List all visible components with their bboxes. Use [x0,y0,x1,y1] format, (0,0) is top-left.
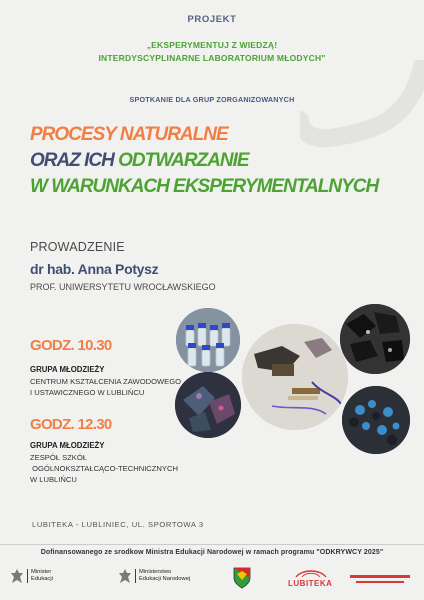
photo-blue-stones [342,386,410,454]
logo-ministerstwo-edukacji [118,566,198,592]
title-line1: PROCESY NATURALNE [30,124,228,145]
logo4-text: LUBITEKA [288,579,333,588]
photo-black-slag [340,304,410,374]
funding-note: Dofinansowanego ze srodkow Ministra Edukacji Narodowej w ramach programu "ODKRYWCY 2025" [40,549,384,556]
logo2-text [135,569,190,583]
logo-minister-edukacji [10,566,66,592]
session-2-line1: ZESPÓŁ SZKÓŁ [30,453,87,462]
title-line2-part1: ORAZ ICH [30,150,119,171]
project-label: PROJEKT [187,14,237,25]
title-line2 [30,150,249,172]
logo2-line2: Edukacji Narodowej [139,576,191,582]
session-2-line3: W LUBLIŃCU [30,475,77,484]
logo1-text [27,569,53,583]
title-line3: W WARUNKACH EKSPERYMENTALNYCH [30,176,379,197]
book-arc-icon [294,568,328,578]
meeting-type: SPOTKANIE DLA GRUP ZORGANIZOWANYCH [129,95,295,104]
logo2-line1: Ministerstwo [139,569,172,575]
session-1-line1: CENTRUM KSZTAŁCENIA ZAWODOWEGO [30,377,182,386]
logo1-line1: Minister [31,569,52,575]
logo5-bar-small [356,581,404,583]
footer-divider [0,544,424,545]
project-name-line2: INTERDYSCYPLINARNE LABORATORIUM MŁODYCH" [98,53,326,63]
logo1-line2: Edukacji [31,576,53,582]
session-1-time: GODZ. 10.30 [30,337,112,354]
lead-title: PROF. UNIWERSYTETU WROCŁAWSKIEGO [30,282,216,292]
logo-lubiteka [288,568,338,592]
lead-label: PROWADZENIE [30,240,125,254]
project-name-line1: „EKSPERYMENTUJ Z WIEDZĄ! [146,40,278,50]
eagle-emblem-icon [10,568,24,586]
photo-slag-samples [242,324,348,430]
coat-of-arms-icon [232,566,252,590]
photo-mineral-crystals [175,372,241,438]
session-1-line2: I USTAWICZNEGO W LUBLIŃCU [30,388,145,397]
logo5-bar [350,575,410,578]
eagle-emblem-icon [118,568,132,586]
session-2-line2: OGÓLNOKSZTAŁCĄCO-TECHNICZNYCH [30,464,178,473]
decorative-curve [300,60,424,150]
session-2-time: GODZ. 12.30 [30,416,112,433]
lead-name: dr hab. Anna Potysz [30,261,159,277]
photo-lab-bottles [176,308,240,372]
session-1-group: GRUPA MŁODZIEŻY [30,365,105,374]
session-2-group: GRUPA MŁODZIEŻY [30,441,105,450]
title-line2-part2: ODTWARZANIE [118,150,249,171]
address: LUBITEKA - LUBLINIEC, UL. SPORTOWA 3 [32,520,204,529]
logo-library [350,570,414,588]
